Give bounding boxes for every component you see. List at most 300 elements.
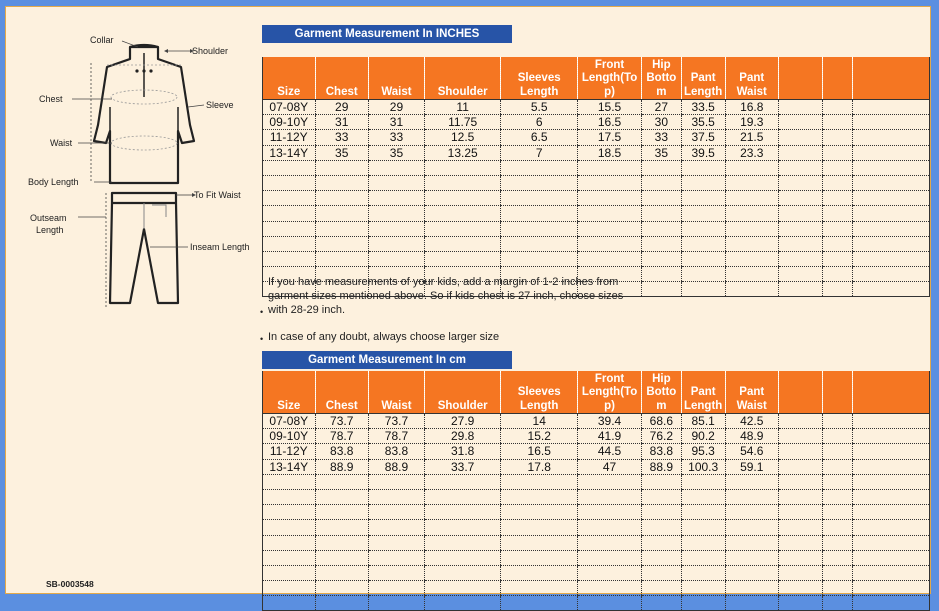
- table-cell: 5.5: [501, 100, 578, 115]
- table-row: [263, 191, 930, 206]
- note-1-line-1: If you have measurements of your kids, add a margin of 1-2 inches from: [268, 276, 619, 288]
- table-cell: [501, 489, 578, 504]
- table-cell: [641, 550, 681, 565]
- column-header-text: Chest: [325, 85, 358, 98]
- column-header-text: Front: [594, 372, 625, 385]
- table-cell: 41.9: [578, 429, 642, 444]
- table-cell: [501, 596, 578, 611]
- table-cell: [852, 565, 929, 580]
- table-cell: [315, 565, 368, 580]
- table-cell: 07-08Y: [263, 414, 316, 429]
- product-code: SB-0003548: [46, 579, 94, 589]
- table-cell: [681, 505, 725, 520]
- table-cell: [578, 581, 642, 596]
- table-cell: [315, 505, 368, 520]
- table-cell: [852, 520, 929, 535]
- table-cell: 29: [315, 100, 368, 115]
- table-cell: [368, 160, 424, 175]
- table-cell: 13.25: [425, 145, 501, 160]
- table-cell: [315, 236, 368, 251]
- table-cell: [578, 474, 642, 489]
- table-cell: [263, 221, 316, 236]
- note-1-line-2: garment sizes mentioned above. So if kids chest is 27 inch, choose sizes: [268, 290, 624, 302]
- table-cell: 42.5: [725, 414, 778, 429]
- table-cell: [368, 535, 424, 550]
- table-cell: [263, 535, 316, 550]
- collar-label: Collar: [90, 35, 114, 45]
- table-cell: [425, 581, 501, 596]
- table-cell: [641, 520, 681, 535]
- column-header: [681, 371, 725, 414]
- table-cell: [852, 160, 929, 175]
- header-row: [263, 371, 930, 414]
- column-header-text: p): [604, 399, 615, 412]
- table-row: [263, 581, 930, 596]
- table-cell: [778, 520, 823, 535]
- table-cell: 27.9: [425, 414, 501, 429]
- table-cell: 33.7: [425, 459, 501, 474]
- table-cell: [778, 535, 823, 550]
- table-cell: [852, 535, 929, 550]
- table-cell: [578, 535, 642, 550]
- column-header: [852, 57, 929, 100]
- table-cell: [425, 550, 501, 565]
- table-cell: [681, 565, 725, 580]
- table-cell: [263, 236, 316, 251]
- table-cell: [778, 459, 823, 474]
- column-header-text: Waist: [381, 399, 412, 412]
- table-cell: 88.9: [641, 459, 681, 474]
- table-cell: [368, 489, 424, 504]
- shoulder-label: Shoulder: [192, 46, 229, 56]
- table-cell: [725, 535, 778, 550]
- table-cell: [681, 251, 725, 266]
- table-cell: [641, 505, 681, 520]
- table-cell: [425, 160, 501, 175]
- column-header: [641, 57, 681, 100]
- table-cell: [852, 414, 929, 429]
- table-cell: [681, 221, 725, 236]
- table-cell: [725, 596, 778, 611]
- table-cell: [315, 520, 368, 535]
- table-cell: [823, 267, 852, 282]
- table-cell: 16.8: [725, 100, 778, 115]
- table-cell: [501, 221, 578, 236]
- table-cell: [852, 596, 929, 611]
- column-header: [501, 57, 578, 100]
- table-cell: [315, 581, 368, 596]
- table-cell: [852, 505, 929, 520]
- table-cell: 15.2: [501, 429, 578, 444]
- table-cell: 48.9: [725, 429, 778, 444]
- table-cell: [852, 175, 929, 190]
- table-cell: [315, 596, 368, 611]
- table-cell: [368, 550, 424, 565]
- table-cell: [641, 175, 681, 190]
- table-cell: [852, 206, 929, 221]
- table-cell: [823, 505, 852, 520]
- table-cell: [823, 414, 852, 429]
- column-header: [725, 57, 778, 100]
- table-cell: [778, 489, 823, 504]
- table-cell: [778, 221, 823, 236]
- table-cell: 35: [368, 145, 424, 160]
- table-row: [263, 489, 930, 504]
- table-cell: [823, 489, 852, 504]
- table-cell: [852, 267, 929, 282]
- table-cell: [578, 505, 642, 520]
- table-cell: [852, 474, 929, 489]
- table-cell: [852, 191, 929, 206]
- table-cell: [501, 581, 578, 596]
- column-header-text: Pant: [690, 386, 716, 398]
- table-cell: [823, 444, 852, 459]
- table-cell: [778, 414, 823, 429]
- table-row: [263, 444, 930, 459]
- table-cell: 83.8: [641, 444, 681, 459]
- table-cell: 33: [368, 130, 424, 145]
- table-cell: [725, 474, 778, 489]
- table-cell: [501, 206, 578, 221]
- table-cell: [501, 160, 578, 175]
- column-header: [641, 371, 681, 414]
- cm-table: [262, 371, 930, 611]
- table-cell: [315, 489, 368, 504]
- table-row: [263, 251, 930, 266]
- table-cell: [725, 251, 778, 266]
- table-cell: [823, 175, 852, 190]
- table-row: [263, 206, 930, 221]
- notes: [260, 275, 668, 344]
- table-cell: [778, 282, 823, 297]
- column-header-text: Botto: [646, 386, 677, 398]
- table-cell: [425, 221, 501, 236]
- table-cell: [823, 282, 852, 297]
- table-cell: [852, 581, 929, 596]
- table-cell: [681, 175, 725, 190]
- table-cell: [641, 236, 681, 251]
- table-row: [263, 130, 930, 145]
- inches-table: [262, 57, 930, 297]
- table-cell: [315, 221, 368, 236]
- table-cell: [852, 251, 929, 266]
- table-cell: [578, 236, 642, 251]
- table-cell: 54.6: [725, 444, 778, 459]
- table-cell: [681, 474, 725, 489]
- table-cell: [425, 535, 501, 550]
- table-cell: 31: [315, 115, 368, 130]
- table-cell: 18.5: [578, 145, 642, 160]
- table-cell: 09-10Y: [263, 115, 316, 130]
- table-cell: 15.5: [578, 100, 642, 115]
- table-cell: [578, 175, 642, 190]
- table-cell: [263, 206, 316, 221]
- column-header: [578, 371, 642, 414]
- table-cell: [725, 581, 778, 596]
- table-cell: [852, 282, 929, 297]
- column-header-text: Waist: [381, 85, 412, 98]
- table-cell: [578, 489, 642, 504]
- table-row: [263, 175, 930, 190]
- table-cell: [425, 489, 501, 504]
- table-cell: [263, 175, 316, 190]
- table-cell: [778, 550, 823, 565]
- table-cell: [263, 489, 316, 504]
- table-cell: [778, 206, 823, 221]
- table-cell: [823, 236, 852, 251]
- table-cell: 33.5: [681, 100, 725, 115]
- table-cell: [725, 282, 778, 297]
- table-row: [263, 414, 930, 429]
- table-row: [263, 550, 930, 565]
- table-cell: [681, 535, 725, 550]
- table-cell: [641, 221, 681, 236]
- table-cell: [778, 505, 823, 520]
- table-cell: 11-12Y: [263, 444, 316, 459]
- table-cell: 68.6: [641, 414, 681, 429]
- column-header-text: m: [656, 399, 667, 412]
- table-cell: [263, 520, 316, 535]
- table-row: [263, 505, 930, 520]
- column-header-text: Hip: [652, 372, 671, 385]
- table-cell: [852, 459, 929, 474]
- column-header-text: Sleeves: [517, 72, 561, 84]
- size-chart-sheet: [5, 6, 931, 594]
- table-cell: [501, 505, 578, 520]
- table-cell: 23.3: [725, 145, 778, 160]
- table-cell: [425, 520, 501, 535]
- table-cell: [368, 191, 424, 206]
- table-cell: 33: [641, 130, 681, 145]
- table-cell: 27: [641, 100, 681, 115]
- column-header: [578, 57, 642, 100]
- table-row: [263, 221, 930, 236]
- column-header-text: Chest: [325, 399, 358, 412]
- table-cell: [725, 520, 778, 535]
- sleeve-label: Sleeve: [206, 100, 234, 110]
- table-cell: [315, 535, 368, 550]
- table-cell: [501, 191, 578, 206]
- table-cell: [725, 206, 778, 221]
- table-cell: [263, 505, 316, 520]
- table-cell: 17.8: [501, 459, 578, 474]
- table-cell: [315, 474, 368, 489]
- table-cell: 39.5: [681, 145, 725, 160]
- table-cell: 88.9: [315, 459, 368, 474]
- column-header-text: Pant: [739, 386, 765, 398]
- table-cell: [823, 581, 852, 596]
- table-cell: [823, 459, 852, 474]
- table-cell: [725, 160, 778, 175]
- column-header-text: Length: [520, 85, 559, 98]
- table-cell: [425, 206, 501, 221]
- table-cell: 83.8: [315, 444, 368, 459]
- table-cell: [778, 251, 823, 266]
- table-cell: 88.9: [368, 459, 424, 474]
- column-header: [725, 371, 778, 414]
- column-header-text: Length(To: [581, 72, 638, 84]
- table-cell: [501, 236, 578, 251]
- table-cell: [778, 115, 823, 130]
- table-cell: [823, 474, 852, 489]
- table-cell: [425, 175, 501, 190]
- column-header: [263, 57, 316, 100]
- table-cell: [641, 565, 681, 580]
- table-cell: 35: [315, 145, 368, 160]
- table-cell: 73.7: [368, 414, 424, 429]
- column-header: [425, 57, 501, 100]
- table-cell: 37.5: [681, 130, 725, 145]
- column-header-text: Length: [683, 85, 723, 98]
- table-cell: [501, 175, 578, 190]
- table-cell: [681, 520, 725, 535]
- table-row: [263, 429, 930, 444]
- chest-label: Chest: [39, 94, 63, 104]
- table-cell: [823, 596, 852, 611]
- column-header: [368, 57, 424, 100]
- table-cell: [368, 505, 424, 520]
- table-cell: [315, 550, 368, 565]
- table-cell: [681, 550, 725, 565]
- table-cell: [852, 221, 929, 236]
- table-cell: [778, 160, 823, 175]
- table-cell: [681, 236, 725, 251]
- table-cell: [425, 565, 501, 580]
- header-row: [263, 57, 930, 100]
- table-cell: [425, 236, 501, 251]
- table-cell: [778, 100, 823, 115]
- table-cell: [778, 236, 823, 251]
- table-cell: 7: [501, 145, 578, 160]
- table-cell: 07-08Y: [263, 100, 316, 115]
- table-cell: [578, 550, 642, 565]
- table-cell: [425, 505, 501, 520]
- kurta-illustration: [94, 45, 194, 183]
- body-length-label: Body Length: [28, 177, 79, 187]
- column-header-text: Front: [594, 58, 625, 71]
- column-header-text: Length: [520, 399, 559, 412]
- table-cell: 21.5: [725, 130, 778, 145]
- garment-diagram: [6, 7, 268, 337]
- table-row: [263, 474, 930, 489]
- table-cell: [578, 221, 642, 236]
- table-cell: [681, 596, 725, 611]
- table-cell: [778, 474, 823, 489]
- table-cell: 35: [641, 145, 681, 160]
- table-cell: [501, 535, 578, 550]
- table-cell: [778, 596, 823, 611]
- table-row: [263, 565, 930, 580]
- note-2-text: In case of any doubt, always choose larger size: [268, 331, 500, 343]
- table-cell: [578, 206, 642, 221]
- table-cell: [778, 267, 823, 282]
- table-row: [263, 520, 930, 535]
- table-cell: [852, 429, 929, 444]
- table-cell: [263, 474, 316, 489]
- table-cell: [501, 550, 578, 565]
- column-header: [315, 371, 368, 414]
- table-cell: [778, 145, 823, 160]
- table-cell: [778, 175, 823, 190]
- column-header: [852, 371, 929, 414]
- table-cell: 17.5: [578, 130, 642, 145]
- table-cell: [263, 160, 316, 175]
- table-cell: [725, 565, 778, 580]
- table-cell: [725, 191, 778, 206]
- note-2: [260, 330, 668, 344]
- table-cell: [368, 175, 424, 190]
- column-header: [823, 371, 852, 414]
- table-cell: [681, 191, 725, 206]
- table-cell: [368, 581, 424, 596]
- table-cell: 16.5: [578, 115, 642, 130]
- table-cell: [725, 550, 778, 565]
- table-cell: [778, 130, 823, 145]
- column-header-text: Waist: [736, 399, 767, 412]
- outseam-length-label: Length: [36, 225, 64, 235]
- table-cell: [641, 251, 681, 266]
- table-cell: 19.3: [725, 115, 778, 130]
- table-cell: [778, 581, 823, 596]
- table-cell: [725, 267, 778, 282]
- table-cell: [578, 565, 642, 580]
- table-cell: [641, 474, 681, 489]
- table-row: [263, 100, 930, 115]
- table-cell: 39.4: [578, 414, 642, 429]
- table-cell: [641, 489, 681, 504]
- table-cell: [263, 596, 316, 611]
- note-2-bullet: •: [260, 334, 264, 344]
- column-header-text: Sleeves: [517, 386, 561, 398]
- table-cell: 73.7: [315, 414, 368, 429]
- table-row: [263, 596, 930, 611]
- table-cell: [852, 489, 929, 504]
- table-row: [263, 160, 930, 175]
- table-cell: 13-14Y: [263, 459, 316, 474]
- column-header: [778, 371, 823, 414]
- table-cell: [852, 115, 929, 130]
- column-header-text: m: [656, 85, 667, 98]
- column-header-text: Pant: [690, 72, 716, 84]
- table-cell: [425, 191, 501, 206]
- table-cell: [681, 581, 725, 596]
- note-1-bullet: •: [260, 307, 264, 317]
- to-fit-waist-label: To Fit Waist: [194, 190, 241, 200]
- table-cell: 14: [501, 414, 578, 429]
- table-cell: 6: [501, 115, 578, 130]
- table-cell: [501, 251, 578, 266]
- table-cell: [852, 145, 929, 160]
- table-cell: [823, 160, 852, 175]
- table-cell: [315, 160, 368, 175]
- table-cell: [315, 251, 368, 266]
- table-cell: 11.75: [425, 115, 501, 130]
- table-cell: [368, 596, 424, 611]
- table-cell: [823, 191, 852, 206]
- table-cell: [778, 191, 823, 206]
- table-cell: [778, 429, 823, 444]
- table-row: [263, 115, 930, 130]
- table-cell: 11: [425, 100, 501, 115]
- table-cell: [725, 236, 778, 251]
- table-cell: [725, 505, 778, 520]
- table-cell: [823, 565, 852, 580]
- table-cell: 6.5: [501, 130, 578, 145]
- column-header-text: Size: [277, 85, 301, 98]
- table-cell: 83.8: [368, 444, 424, 459]
- column-header-text: Length: [683, 399, 723, 412]
- table-cell: [368, 565, 424, 580]
